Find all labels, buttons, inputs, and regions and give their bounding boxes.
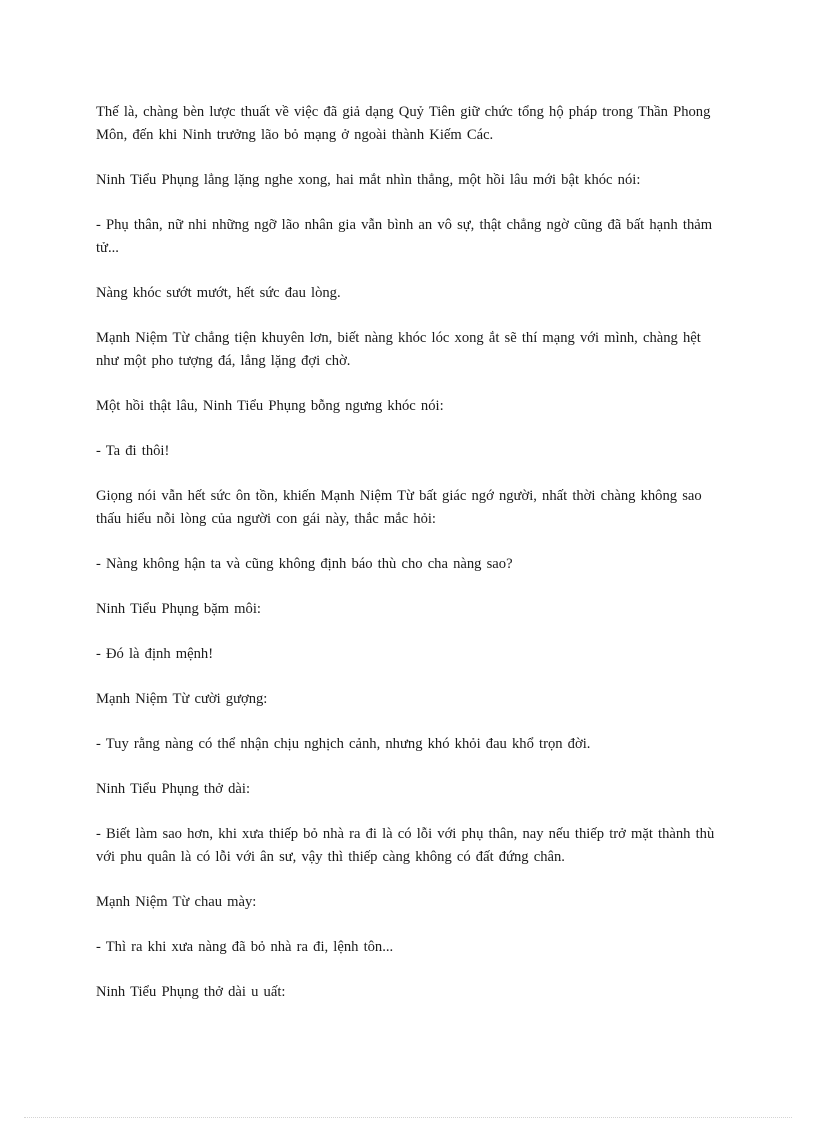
paragraph: Thế là, chàng bèn lược thuất về việc đã giả dạng Quỷ Tiên giữ chức tổng hộ pháp trong Thần Phong Môn, đến khi Ninh trưởng lão bỏ mạng ở ngoài thành Kiếm Các. xyxy=(96,104,711,143)
paragraph: Giọng nói vẫn hết sức ôn tồn, khiến Mạnh Niệm Từ bất giác ngớ người, nhất thời chàng không sao thấu hiểu nỗi lòng của người con gái này, thắc mắc hỏi: xyxy=(96,488,702,527)
paragraph: Ninh Tiểu Phụng thở dài: xyxy=(96,781,251,797)
paragraph: Ninh Tiểu Phụng lẳng lặng nghe xong, hai mắt nhìn thẳng, một hồi lâu mới bật khóc nói: xyxy=(96,172,641,188)
dialogue-line: - Đó là định mệnh! xyxy=(96,646,214,662)
page-bottom-divider xyxy=(24,1117,792,1118)
paragraph: Mạnh Niệm Từ cười gượng: xyxy=(96,691,268,707)
dialogue-line: - Nàng không hận ta và cũng không định báo thù cho cha nàng sao? xyxy=(96,556,513,572)
dialogue-line: - Biết làm sao hơn, khi xưa thiếp bỏ nhà ra đi là có lỗi với phụ thân, nay nếu thiếp trở mặt thành thù với phu quân là có lỗi với ân sư, vậy thì thiếp càng không có đất đứng chân. xyxy=(96,826,715,865)
paragraph: Mạnh Niệm Từ chau mày: xyxy=(96,894,257,910)
dialogue-line: - Tuy rằng nàng có thể nhận chịu nghịch cảnh, nhưng khó khỏi đau khổ trọn đời. xyxy=(96,736,591,752)
paragraph: Mạnh Niệm Từ chẳng tiện khuyên lơn, biết nàng khóc lóc xong ắt sẽ thí mạng với mình, chàng hệt như một pho tượng đá, lẳng lặng đợi chờ. xyxy=(96,330,701,369)
paragraph: Ninh Tiểu Phụng bặm môi: xyxy=(96,601,261,617)
dialogue-line: - Thì ra khi xưa nàng đã bỏ nhà ra đi, lệnh tôn... xyxy=(96,939,394,955)
dialogue-line: - Phụ thân, nữ nhi những ngỡ lão nhân gia vẫn bình an vô sự, thật chẳng ngờ cũng đã bất hạnh thảm tử... xyxy=(96,217,713,256)
paragraph: Nàng khóc sướt mướt, hết sức đau lòng. xyxy=(96,285,341,301)
document-body xyxy=(96,101,716,1026)
dialogue-line: - Ta đi thôi! xyxy=(96,443,170,459)
paragraph: Ninh Tiểu Phụng thở dài u uất: xyxy=(96,984,286,1000)
paragraph: Một hồi thật lâu, Ninh Tiểu Phụng bỗng ngưng khóc nói: xyxy=(96,398,444,414)
